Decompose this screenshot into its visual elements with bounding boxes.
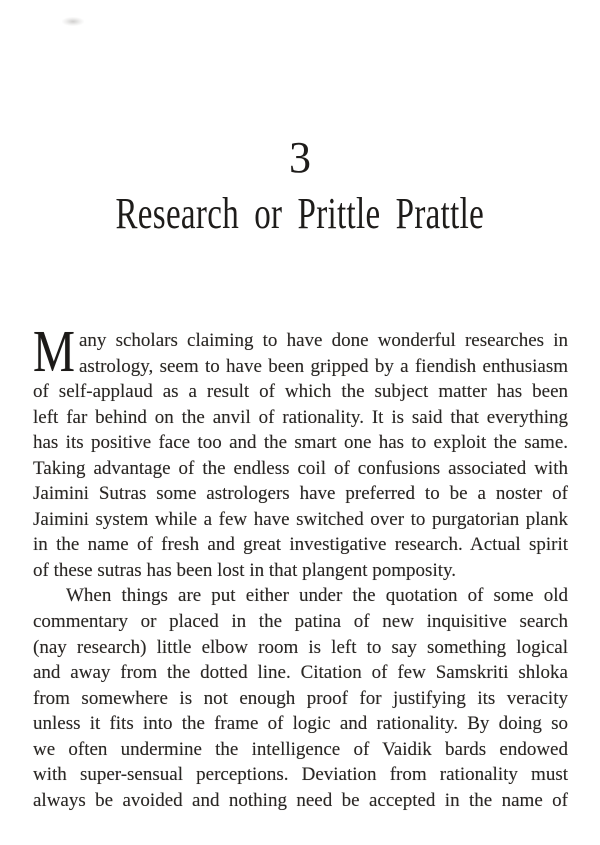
drop-cap: M	[33, 318, 75, 384]
body-line: any scholars claiming to have done wonderful researches in	[79, 330, 568, 351]
body-line: in the name of fresh and great investigative research. Actual spirit	[33, 534, 568, 556]
chapter-number: 3	[289, 133, 311, 182]
body-line: astrology, seem to have been gripped by a fiendish enthusiasm	[79, 355, 568, 377]
body-line: Jaimini system while a few have switched over to purgatorian plank	[33, 508, 568, 530]
body-line: with super-sensual perceptions. Deviation from rationality must	[33, 764, 568, 786]
body-line: from somewhere is not enough proof for justifying its veracity	[33, 687, 568, 709]
body-line: of these sutras has been lost in that plangent pomposity.	[33, 559, 457, 581]
body-line: of self-applaud as a result of which the subject matter has been	[33, 381, 568, 403]
paragraph-1	[33, 318, 568, 583]
body-line: Jaimini Sutras some astrologers have preferred to be a noster of	[33, 483, 568, 505]
body-line: Taking advantage of the endless coil of confusions associated with	[33, 457, 568, 479]
body-line: we often undermine the intelligence of Vaidik bards endowed	[33, 738, 568, 760]
scan-smudge	[62, 17, 84, 26]
body-line: unless it fits into the frame of logic and rationality. By doing so	[33, 713, 568, 735]
body-line: always be avoided and nothing need be accepted in the name of	[33, 789, 568, 811]
body-line: has its positive face too and the smart one has to exploit the same.	[33, 432, 568, 454]
chapter-title	[0, 190, 600, 238]
body-line: left far behind on the anvil of rationality. It is said that everything	[33, 406, 568, 428]
body-line: and away from the dotted line. Citation of few Samskriti shloka	[33, 662, 568, 684]
body-line: (nay research) little elbow room is left to say something logical	[33, 636, 568, 658]
body-text	[33, 318, 568, 813]
chapter-title-text: Research or Prittle Prattle	[115, 189, 485, 238]
body-line: When things are put either under the quotation of some old	[66, 585, 568, 607]
paragraph-2	[33, 583, 568, 813]
body-line: commentary or placed in the patina of new inquisitive search	[33, 611, 568, 633]
